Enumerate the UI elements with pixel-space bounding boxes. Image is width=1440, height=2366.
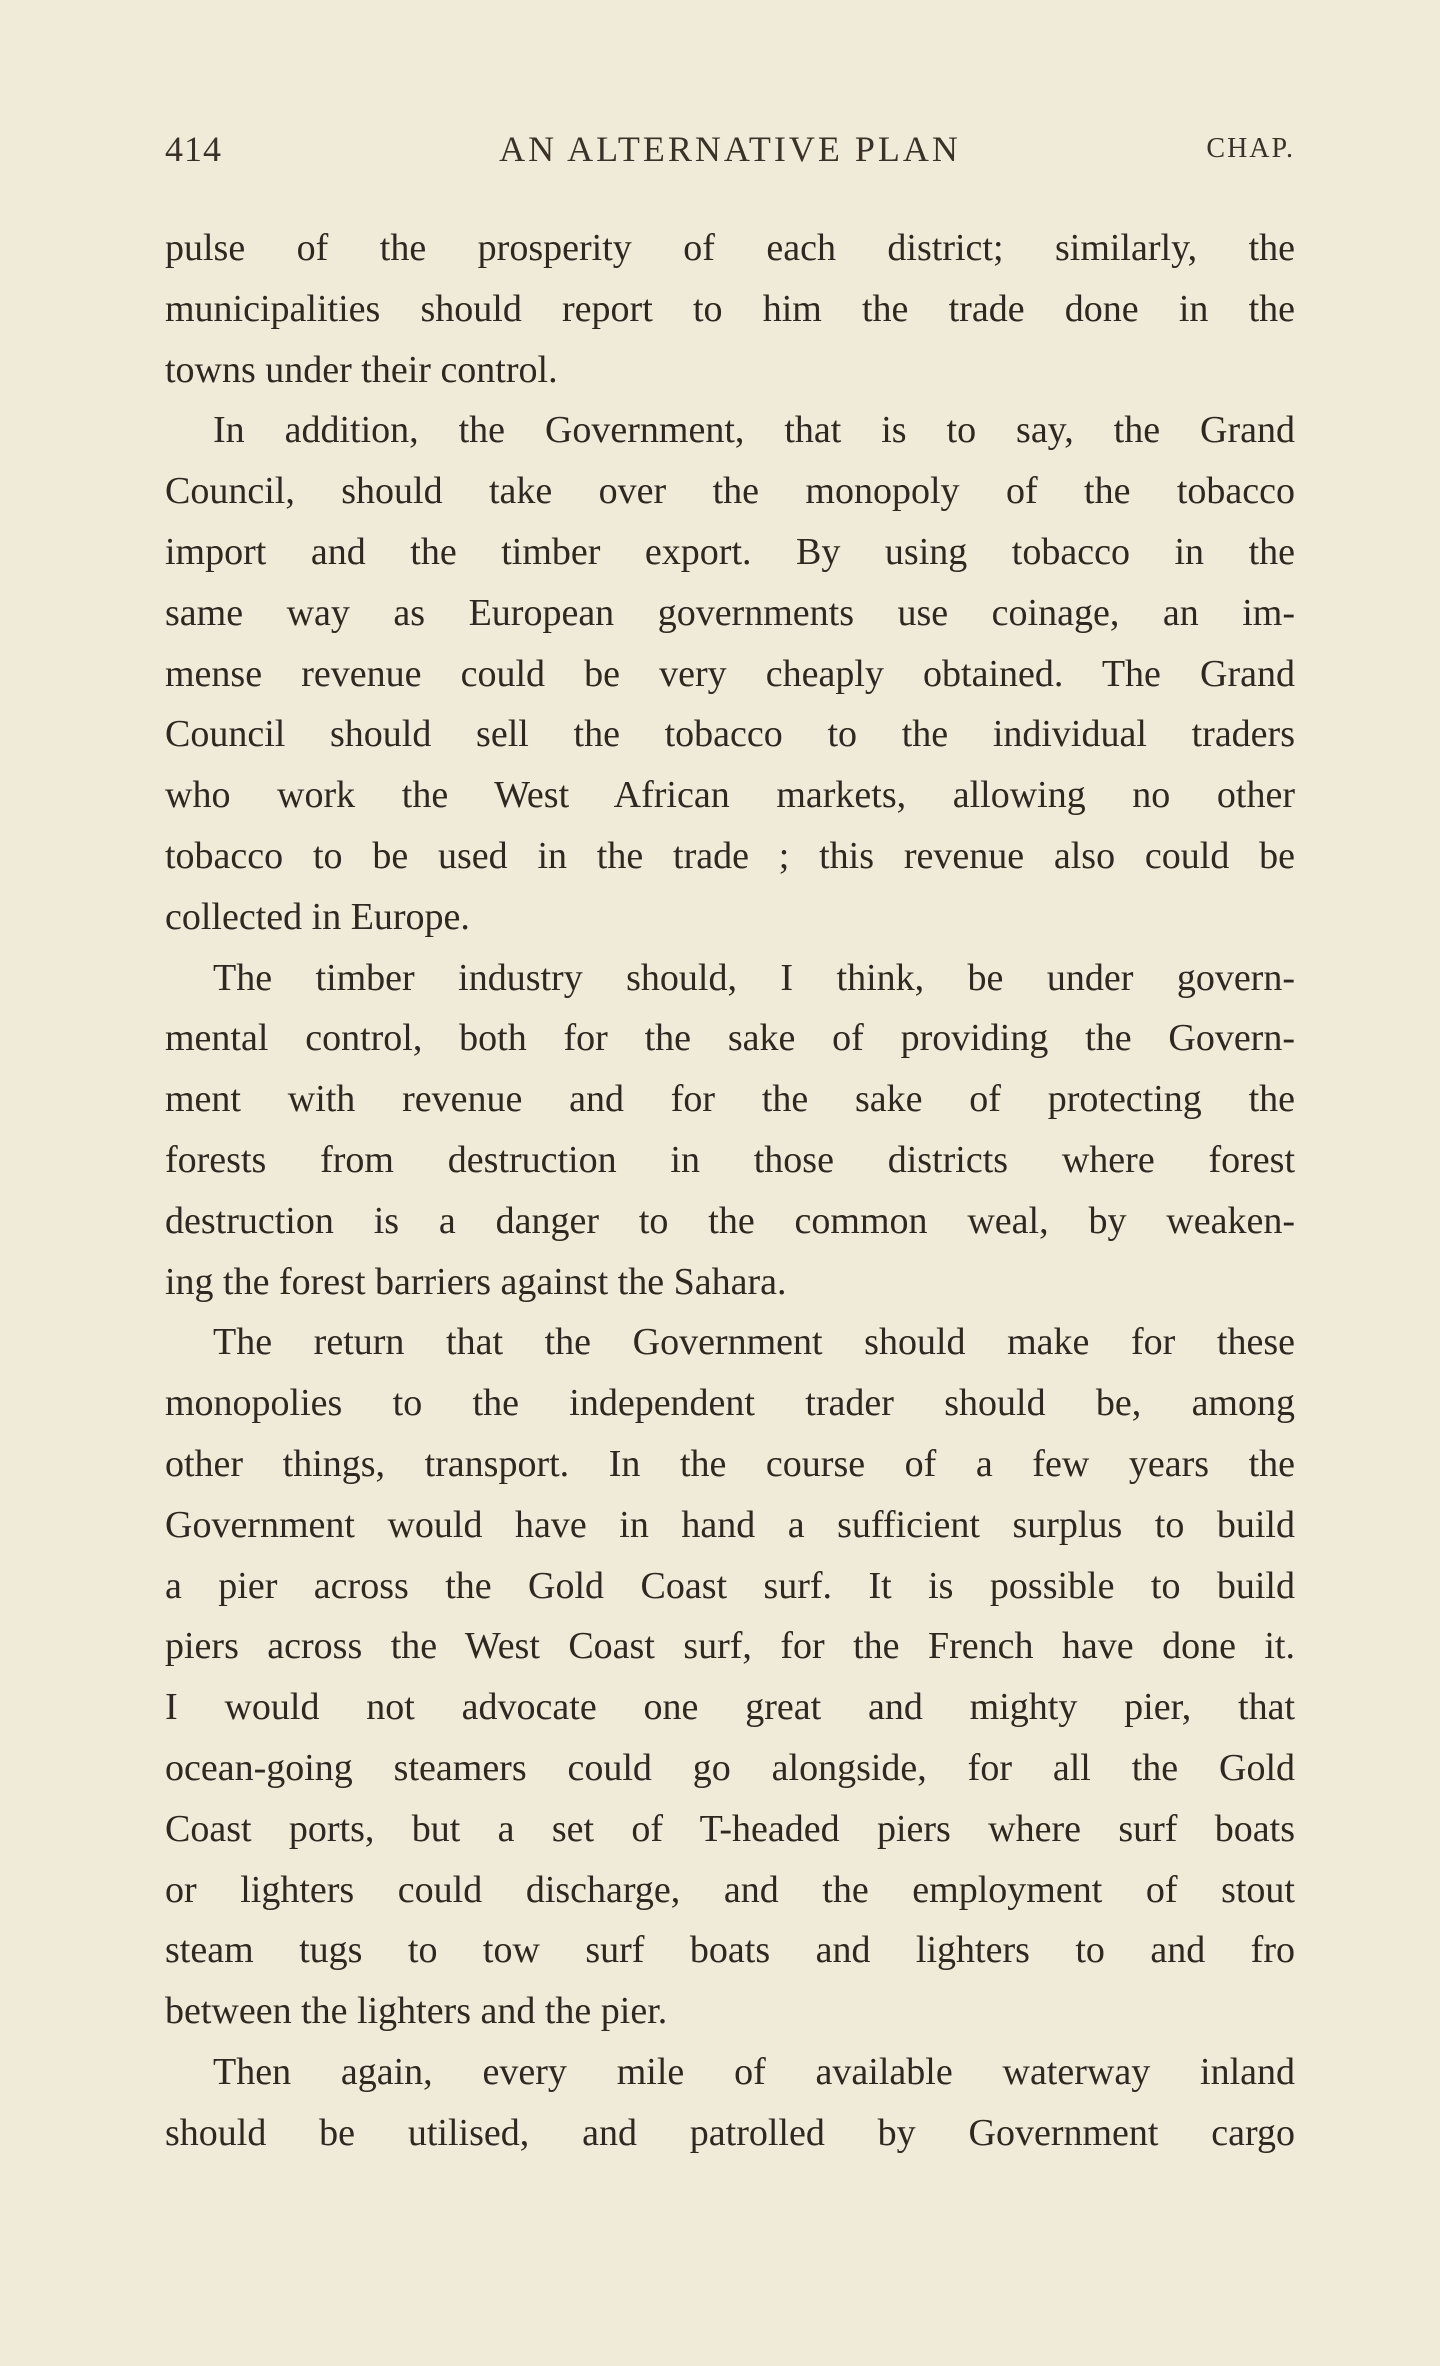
text-line: tobacco to be used in the trade ; this revenue also could be — [165, 834, 1295, 877]
text-line: forests from destruction in those districts where forest — [165, 1138, 1295, 1181]
text-line: ment with revenue and for the sake of protecting the — [165, 1078, 1295, 1121]
text-line: ing the forest barriers against the Sahara. — [165, 1260, 787, 1303]
text-line: municipalities should report to him the trade done in the — [165, 287, 1295, 330]
text-line: monopolies to the independent trader should be, among — [165, 1382, 1295, 1425]
body-text — [165, 218, 1295, 2164]
text-line: Then again, every mile of available waterway inland — [213, 2050, 1295, 2093]
text-line: Council should sell the tobacco to the individual traders — [165, 713, 1295, 756]
text-line: collected in Europe. — [165, 895, 470, 938]
text-line: mense revenue could be very cheaply obtained. The Grand — [165, 652, 1295, 695]
running-head — [165, 128, 1295, 178]
text-line: a pier across the Gold Coast surf. It is possible to build — [165, 1564, 1295, 1607]
text-line: The timber industry should, I think, be under govern- — [213, 956, 1295, 999]
text-line: should be utilised, and patrolled by Government cargo — [165, 2111, 1295, 2154]
text-line: destruction is a danger to the common weal, by weaken- — [165, 1199, 1295, 1242]
text-line: The return that the Government should make for these — [213, 1321, 1295, 1364]
page-number: 414 — [165, 129, 222, 169]
text-line: ocean-going steamers could go alongside, for all the Gold — [165, 1746, 1295, 1789]
text-line: mental control, both for the sake of providing the Govern- — [165, 1017, 1295, 1060]
text-line: steam tugs to tow surf boats and lighters to and fro — [165, 1929, 1295, 1972]
text-line: pulse of the prosperity of each district; similarly, the — [165, 227, 1295, 269]
text-line: or lighters could discharge, and the employment of stout — [165, 1868, 1295, 1911]
text-line: piers across the West Coast surf, for the French have done it. — [165, 1625, 1295, 1668]
text-line: who work the West African markets, allowing no other — [165, 774, 1295, 817]
text-line: In addition, the Government, that is to say, the Grand — [213, 409, 1295, 452]
text-line: Council, should take over the monopoly of the tobacco — [165, 470, 1295, 513]
text-line: Coast ports, but a set of T-headed piers where surf boats — [165, 1807, 1295, 1850]
chapter-label: CHAP. — [1206, 133, 1295, 164]
running-title: AN ALTERNATIVE PLAN — [499, 129, 961, 169]
text-line: same way as European governments use coinage, an im- — [165, 591, 1295, 634]
text-line: other things, transport. In the course of a few years the — [165, 1442, 1295, 1485]
text-line: towns under their control. — [165, 348, 558, 391]
text-line: I would not advocate one great and mighty pier, that — [165, 1686, 1295, 1729]
text-line: import and the timber export. By using tobacco in the — [165, 530, 1295, 573]
text-line: Government would have in hand a sufficient surplus to build — [165, 1503, 1295, 1546]
text-line: between the lighters and the pier. — [165, 1990, 668, 2033]
